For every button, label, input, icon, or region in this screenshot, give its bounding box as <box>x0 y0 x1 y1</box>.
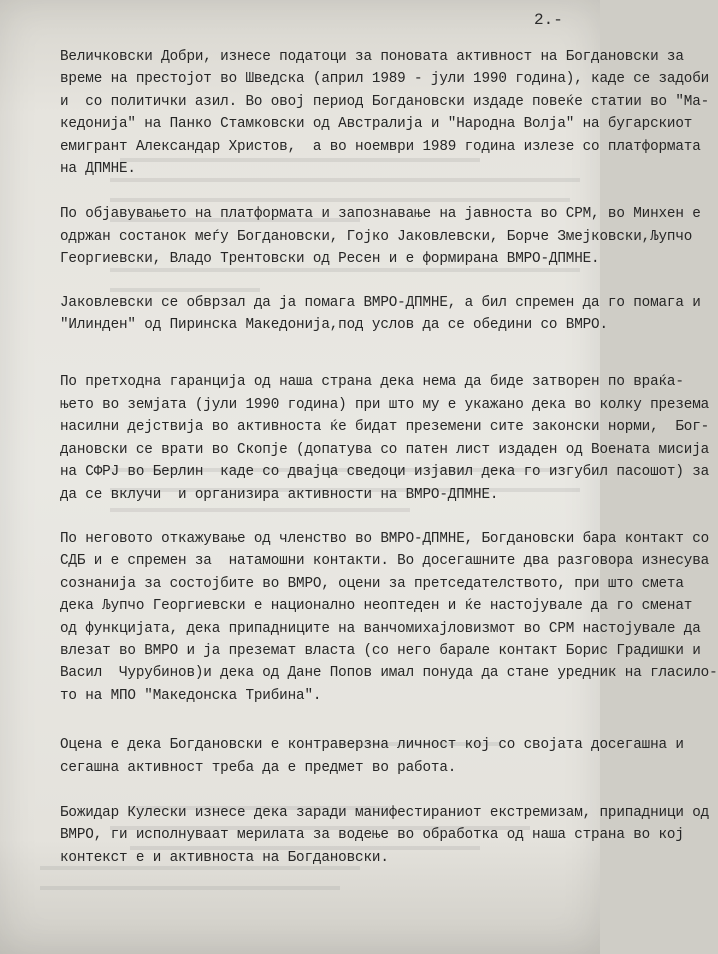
text-line: По претходна гаранција од наша страна дека нема да биде затворен по враќа- <box>60 374 684 391</box>
page-number: 2.- <box>534 11 563 29</box>
text-line: и со политички азил. Во овој период Богдановски издаде повеќе статии во "Ма- <box>60 93 710 110</box>
text-line: Божидар Кулески изнесе дека заради манифестираниот екстремизам, припадници од <box>60 804 710 821</box>
paragraph <box>60 203 701 270</box>
text-line: кедонија" на Панко Стамковски од Австралија и "Народна Волја" на бугарскиот <box>60 116 693 133</box>
text-line: дека Љупчо Георгиевски е национално неоптеден и ќе настојувале да го сменат <box>60 598 693 615</box>
text-line: ВМРО, ги исполнуваат мерилата за водење во обработка од наша страна во кој <box>60 827 684 844</box>
text-line: Јаковлевски се обврзал да ја помага ВМРО-ДПМНЕ, а бил спремен да го помага и <box>60 294 701 311</box>
text-line: то на МПО "Македонска Трибина". <box>60 687 322 704</box>
document-body <box>60 46 718 869</box>
text-line: Георгиевски, Владо Трентовски од Ресен и е формирана ВМРО-ДПМНЕ. <box>60 251 600 268</box>
text-line: По неговото откажување од членство во ВМРО-ДПМНЕ, Богдановски бара контакт со <box>60 530 710 547</box>
paragraph <box>60 528 718 707</box>
text-line: на СФРЈ во Берлин каде со двајца сведоци изјавил дека го изгубил пасошот) за <box>60 464 710 481</box>
paragraph <box>60 46 710 180</box>
text-line: контекст е и активноста на Богдановски. <box>60 849 389 866</box>
paragraph <box>60 292 701 337</box>
text-line: одржан состанок меѓу Богдановски, Гојко Јаковлевски, Борче Змејковски,Љупчо <box>60 228 693 245</box>
text-line: насилни дејствија во активноста ќе бидат преземени сите законски норми, Бог- <box>60 419 710 436</box>
text-line: СДБ и е спремен за натамошни контакти. Во досегашните два разговора изнесува <box>60 553 710 570</box>
text-line: Величковски Добри, изнесе податоци за поновата активност на Богдановски за <box>60 49 684 65</box>
text-line: "Илинден" од Пиринска Македонија,под услов да се обедини со ВМРО. <box>60 317 608 334</box>
paragraph <box>60 734 684 779</box>
text-line: на ДПМНЕ. <box>60 161 136 178</box>
text-line: По објавувањето на платформата и запознавање на јавноста во СРМ, во Минхен е <box>60 206 701 223</box>
text-line: њето во земјата (јули 1990 година) при што му е укажано дека во колку презема <box>60 396 710 413</box>
text-line: Васил Чурубинов)и дека од Дане Попов имал понуда да стане уредник на гласило- <box>60 665 718 682</box>
paragraph <box>60 371 710 505</box>
text-line: сознанија за состојбите во ВМРО, оцени за претседателството, при што смета <box>60 575 684 592</box>
text-line: емигрант Александар Христов, а во ноември 1989 година излезе со платформата <box>60 138 701 155</box>
text-line: време на престојот во Шведска (април 1989 - јули 1990 година), каде се задоби <box>60 71 710 88</box>
paragraph <box>60 802 710 869</box>
text-line: влезат во ВМРО и ја преземат власта (со него барале контакт Борис Градишки и <box>60 642 701 659</box>
text-line: сегашна активност треба да е предмет во работа. <box>60 759 457 776</box>
text-line: дановски се врати во Скопје (допатува со патен лист издаден од Воената мисија <box>60 441 710 458</box>
text-line: од функцијата, дека припадниците на ванчомихајловизмот во СРМ настојувале да <box>60 620 701 637</box>
text-line: да се вклучи и организира активности на ВМРО-ДПМНЕ. <box>60 486 499 503</box>
text-line: Оцена е дека Богдановски е контраверзна личност кој со својата досегашна и <box>60 737 684 754</box>
